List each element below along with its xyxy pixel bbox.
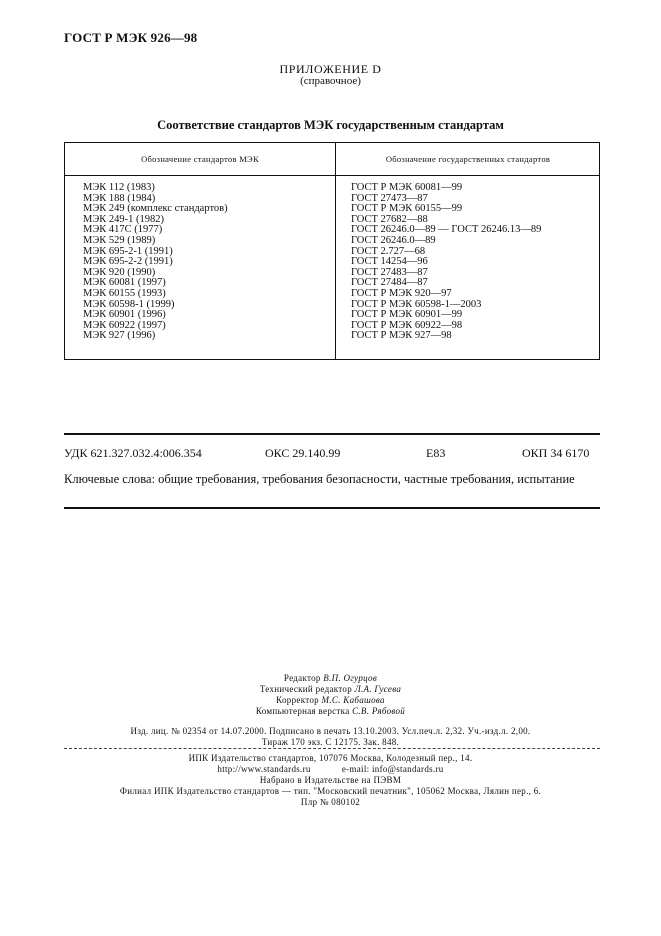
iec-standard-item: МЭК 695-2-2 (1991) bbox=[83, 256, 173, 268]
website-link[interactable]: http://www.standards.ru bbox=[217, 764, 311, 774]
iec-standard-item: МЭК 249 (комплекс стандартов) bbox=[83, 203, 228, 215]
corrector-name: М.С. Кабашова bbox=[321, 695, 385, 705]
okp-code: ОКП 34 6170 bbox=[522, 446, 590, 460]
corrector-label: Корректор bbox=[276, 695, 319, 705]
iec-standard-item: МЭК 60922 (1997) bbox=[83, 319, 166, 331]
gost-standard-item: ГОСТ Р МЭК 60901—99 bbox=[351, 309, 463, 321]
table-header-divider bbox=[65, 175, 599, 176]
email-link[interactable]: e-mail: info@standards.ru bbox=[341, 764, 444, 774]
gost-standard-item: ГОСТ 27484—87 bbox=[351, 277, 428, 289]
gost-standard-item: ГОСТ 27483—87 bbox=[351, 266, 428, 278]
classification-top-rule bbox=[64, 433, 600, 435]
gost-standard-item: ГОСТ 27473—87 bbox=[351, 192, 428, 204]
gost-standard-item: ГОСТ 26246.0—89 bbox=[351, 234, 436, 246]
corrector-line bbox=[0, 695, 661, 706]
iec-standards-list bbox=[83, 183, 228, 342]
license-line: Изд. лиц. № 02354 от 14.07.2000. Подписано в печать 13.10.2003. Усл.печ.л. 2,32. Уч.-изд.л. 2,00. bbox=[130, 726, 531, 736]
contacts-line bbox=[0, 764, 661, 775]
gost-standard-item: ГОСТ Р МЭК 60155—99 bbox=[351, 203, 463, 215]
editor-label: Редактор bbox=[283, 673, 321, 683]
gost-standard-item: ГОСТ 2.727—68 bbox=[351, 245, 426, 257]
layout-line bbox=[0, 706, 661, 717]
iec-standard-item: МЭК 249-1 (1982) bbox=[83, 213, 165, 225]
gost-standard-item: ГОСТ 27682—88 bbox=[351, 213, 428, 225]
appendix-subtitle: (справочное) bbox=[300, 75, 361, 87]
plr-line: Плр № 080102 bbox=[300, 797, 361, 807]
tech-editor-name: Л.А. Гусева bbox=[354, 684, 402, 694]
gost-standard-item: ГОСТ Р МЭК 927—98 bbox=[351, 330, 452, 342]
iec-column-header: Обозначение стандартов МЭК bbox=[141, 154, 259, 164]
correspondence-table bbox=[64, 142, 600, 360]
tech-editor-label: Технический редактор bbox=[259, 684, 353, 694]
udk-code: УДК 621.327.032.4:006.354 bbox=[64, 446, 202, 460]
gost-standard-item: ГОСТ Р МЭК 920—97 bbox=[351, 287, 452, 299]
keywords: Ключевые слова: общие требования, требования безопасности, частные требования, испытание bbox=[64, 472, 575, 486]
tech-editor-line bbox=[0, 684, 661, 695]
iec-standard-item: МЭК 920 (1990) bbox=[83, 266, 156, 278]
appendix-title: ПРИЛОЖЕНИЕ D bbox=[279, 62, 382, 76]
gost-standard-item: ГОСТ Р МЭК 60081—99 bbox=[351, 182, 463, 193]
print-run-line: Тираж 170 экз. С 12175. Зак. 848. bbox=[261, 737, 400, 747]
typeset-line: Набрано в Издательстве на ПЭВМ bbox=[259, 775, 402, 785]
iec-standard-item: МЭК 112 (1983) bbox=[83, 182, 155, 193]
gost-column-header: Обозначение государственных стандартов bbox=[385, 154, 551, 164]
publisher-line: ИПК Издательство стандартов, 107076 Москва, Колодезный пер., 14. bbox=[188, 753, 473, 763]
iec-standard-item: МЭК 60901 (1996) bbox=[83, 309, 166, 321]
oks-code: ОКС 29.140.99 bbox=[265, 446, 341, 460]
table-title: Соответствие стандартов МЭК государственным стандартам bbox=[157, 118, 504, 132]
keywords-bottom-rule bbox=[64, 507, 600, 509]
gost-standards-list bbox=[351, 183, 541, 342]
editor-name: В.П. Огурцов bbox=[323, 673, 378, 683]
branch-line: Филиал ИПК Издательство стандартов — тип. "Московский печатник", 105062 Москва, Лялин пер., 6. bbox=[119, 786, 542, 796]
document-id-header: ГОСТ Р МЭК 926—98 bbox=[64, 30, 198, 45]
iec-standard-item: МЭК 60081 (1997) bbox=[83, 277, 166, 289]
iec-standard-item: МЭК 188 (1984) bbox=[83, 192, 156, 204]
iec-standard-item: МЭК 529 (1989) bbox=[83, 234, 156, 246]
iec-standard-item: МЭК 927 (1996) bbox=[83, 330, 156, 342]
layout-label: Компьютерная верстка bbox=[255, 706, 350, 716]
gost-standard-item: ГОСТ Р МЭК 60598-1—2003 bbox=[351, 298, 482, 310]
iec-standard-item: МЭК 417С (1977) bbox=[83, 224, 163, 236]
editor-line bbox=[0, 673, 661, 684]
iec-standard-item: МЭК 60155 (1993) bbox=[83, 287, 166, 299]
iec-standard-item: МЭК 695-2-1 (1991) bbox=[83, 245, 173, 257]
layout-name: С.В. Рябовой bbox=[352, 706, 406, 716]
imprint-dashed-divider bbox=[64, 748, 600, 749]
gost-standard-item: ГОСТ Р МЭК 60922—98 bbox=[351, 319, 463, 331]
gost-standard-item: ГОСТ 26246.0—89 — ГОСТ 26246.13—89 bbox=[351, 224, 542, 236]
gost-standard-item: ГОСТ 14254—96 bbox=[351, 256, 428, 268]
iec-standard-item: МЭК 60598-1 (1999) bbox=[83, 298, 175, 310]
group-code: Е83 bbox=[426, 446, 446, 460]
